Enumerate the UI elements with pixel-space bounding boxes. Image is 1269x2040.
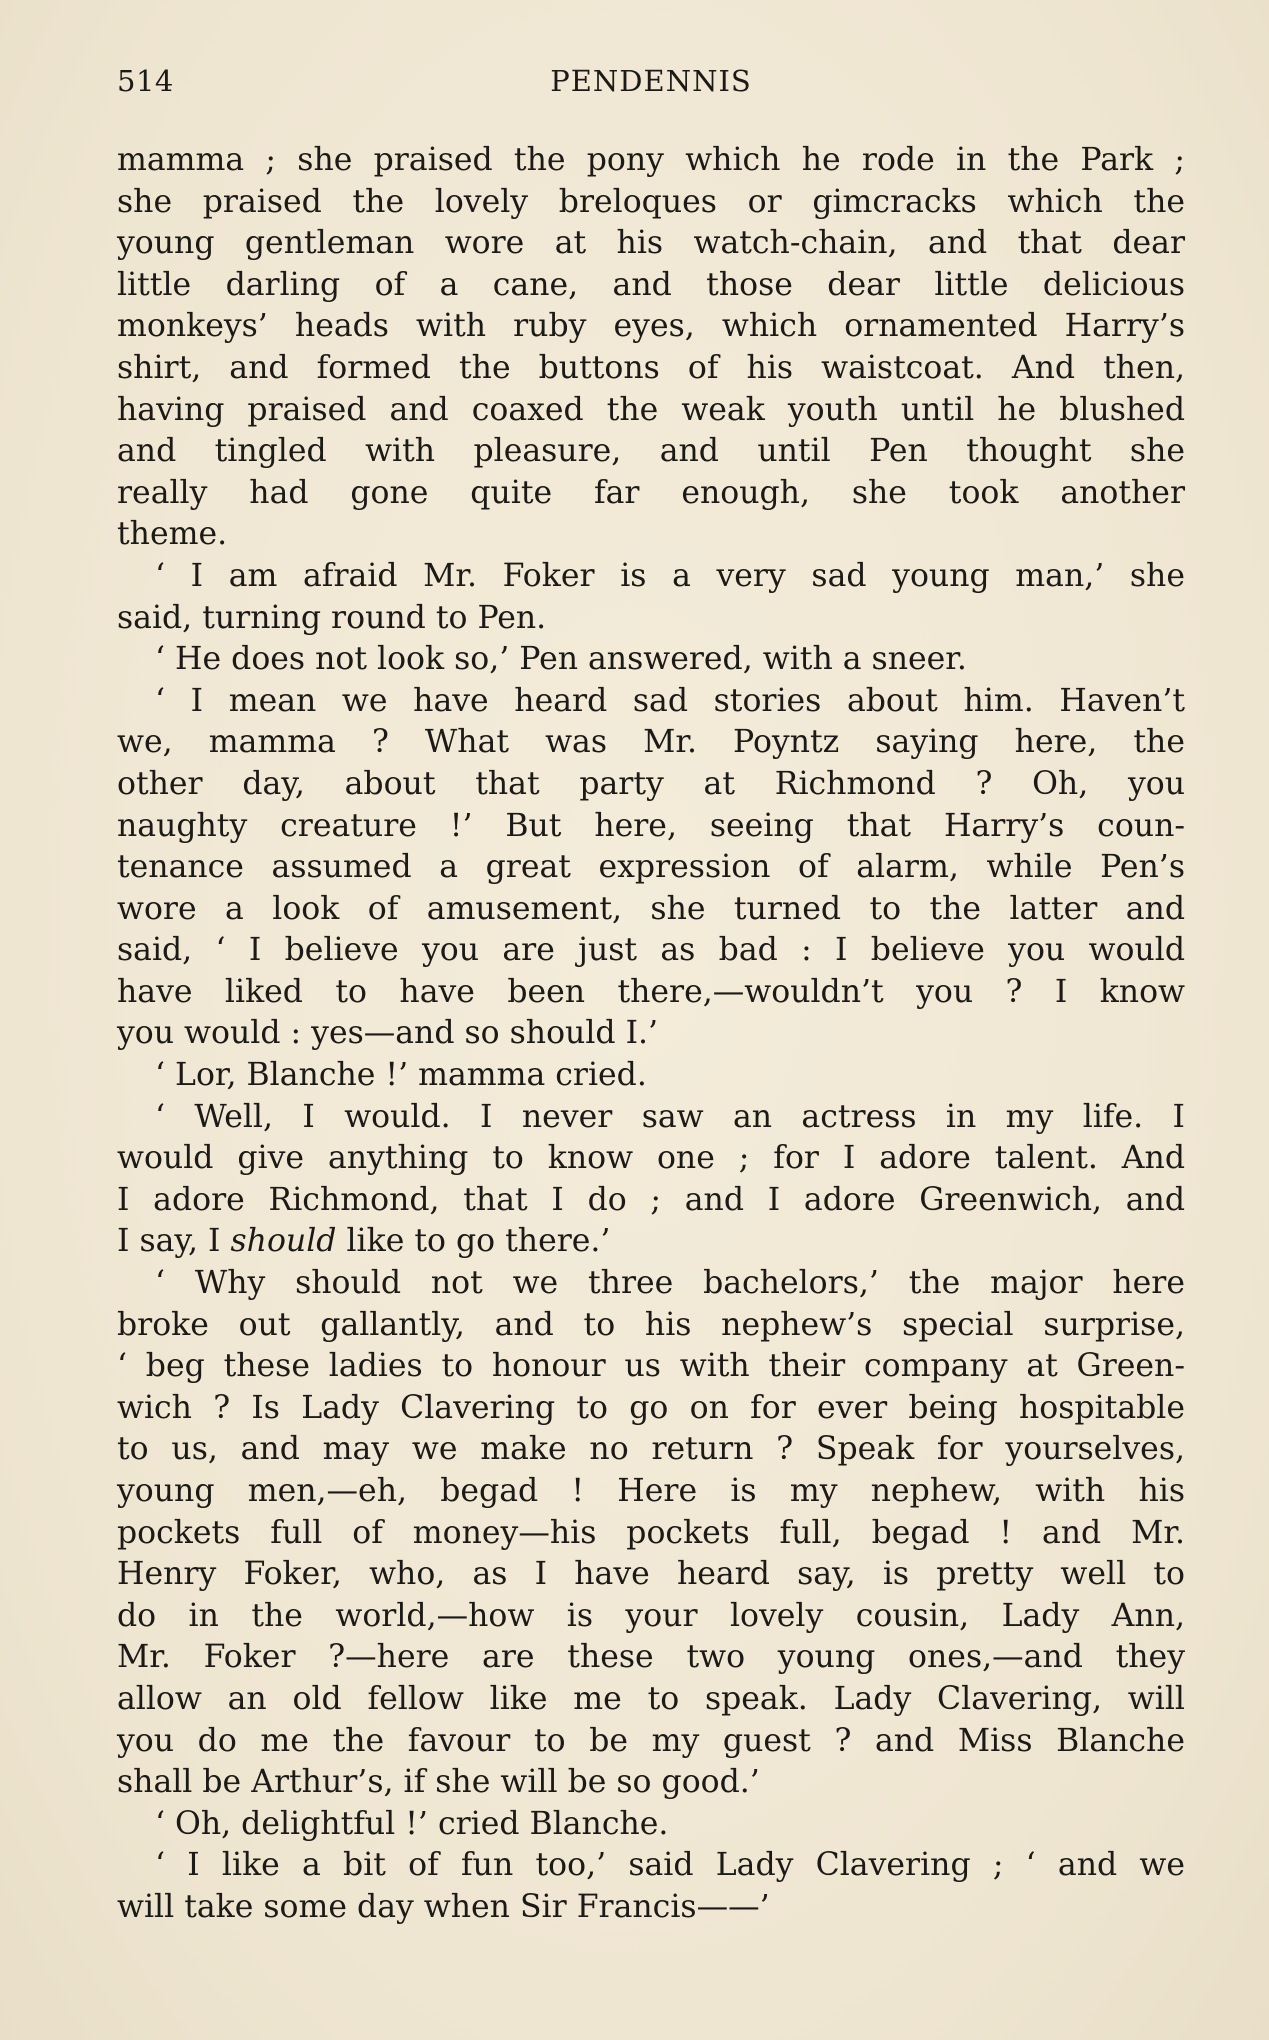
text-line: little darling of a cane, and those dear little delicious: [117, 266, 1185, 303]
text-line: I adore Richmond, that I do ; and I adore Greenwich, and: [117, 1181, 1185, 1218]
text-line: she praised the lovely breloques or gimcracks which the: [117, 183, 1185, 220]
text-line: ‘ Lor, Blanche !’ mamma cried.: [155, 1057, 647, 1094]
text-line: would give anything to know one ; for I adore talent. And: [117, 1140, 1185, 1177]
text-line: ‘ I like a bit of fun too,’ said Lady Clavering ; ‘ and we: [155, 1847, 1185, 1884]
text-line: ‘ Why should not we three bachelors,’ the major here: [155, 1265, 1185, 1302]
text-line: you would : yes—and so should I.’: [117, 1015, 659, 1052]
text-line: do in the world,—how is your lovely cousin, Lady Ann,: [117, 1597, 1185, 1634]
text-line: ‘ beg these ladies to honour us with their company at Green-: [117, 1348, 1185, 1385]
text-line: have liked to have been there,—wouldn’t you ? I know: [117, 973, 1185, 1010]
text-segment: like to go there.’: [336, 1223, 611, 1260]
text-line: wich ? Is Lady Clavering to go on for ever being hospitable: [117, 1389, 1185, 1426]
text-line: tenance assumed a great expression of alarm, while Pen’s: [117, 849, 1185, 886]
text-line: and tingled with pleasure, and until Pen thought she: [117, 433, 1185, 470]
page-number: 514: [117, 64, 174, 98]
text-line: we, mamma ? What was Mr. Poyntz saying here, the: [117, 724, 1185, 761]
text-line: other day, about that party at Richmond ? Oh, you: [117, 765, 1185, 802]
running-title: PENDENNIS: [550, 64, 752, 98]
text-line: will take some day when Sir Francis——’: [117, 1888, 770, 1925]
text-line: broke out gallantly, and to his nephew’s special surprise,: [117, 1306, 1185, 1343]
text-line: ‘ I am afraid Mr. Foker is a very sad young man,’ she: [155, 557, 1185, 594]
text-line: you do me the favour to be my guest ? and Miss Blanche: [117, 1722, 1185, 1759]
text-segment: I say, I: [117, 1223, 231, 1260]
text-line: mamma ; she praised the pony which he rode in the Park ;: [117, 142, 1185, 178]
text-line: theme.: [117, 516, 228, 553]
text-line: ‘ Well, I would. I never saw an actress in my life. I: [155, 1098, 1185, 1135]
text-line: young gentleman wore at his watch-chain, and that dear: [117, 225, 1185, 262]
text-line: ‘ He does not look so,’ Pen answered, with a sneer.: [155, 641, 967, 678]
text-line: Mr. Foker ?—here are these two young ones,—and they: [117, 1639, 1185, 1676]
body-text: [117, 140, 1185, 1929]
text-line: ‘ I mean we have heard sad stories about him. Haven’t: [155, 682, 1185, 719]
text-line: Henry Foker, who, as I have heard say, is pretty well to: [117, 1556, 1185, 1593]
text-line: [117, 1221, 1185, 1263]
text-line: wore a look of amusement, she turned to the latter and: [117, 890, 1185, 927]
page-header: [117, 64, 1185, 104]
text-line: really had gone quite far enough, she took another: [117, 474, 1185, 511]
text-line: ‘ Oh, delightful !’ cried Blanche.: [155, 1805, 669, 1842]
text-line: pockets full of money—his pockets full, begad ! and Mr.: [117, 1514, 1185, 1551]
text-line: monkeys’ heads with ruby eyes, which ornamented Harry’s: [117, 308, 1185, 345]
text-line: having praised and coaxed the weak youth until he blushed: [117, 391, 1185, 428]
text-line: said, turning round to Pen.: [117, 599, 547, 636]
text-line: allow an old fellow like me to speak. Lady Clavering, will: [117, 1680, 1185, 1717]
text-line: said, ‘ I believe you are just as bad : I believe you would: [117, 932, 1185, 969]
text-line: young men,—eh, begad ! Here is my nephew, with his: [117, 1473, 1185, 1509]
text-line: shirt, and formed the buttons of his waistcoat. And then,: [117, 349, 1185, 386]
text-line: to us, and may we make no return ? Speak for yourselves,: [117, 1431, 1185, 1468]
text-line: naughty creature !’ But here, seeing that Harry’s coun-: [117, 807, 1185, 844]
text-line: shall be Arthur’s, if she will be so good.’: [117, 1764, 760, 1801]
emphasized-word: should: [230, 1223, 337, 1260]
